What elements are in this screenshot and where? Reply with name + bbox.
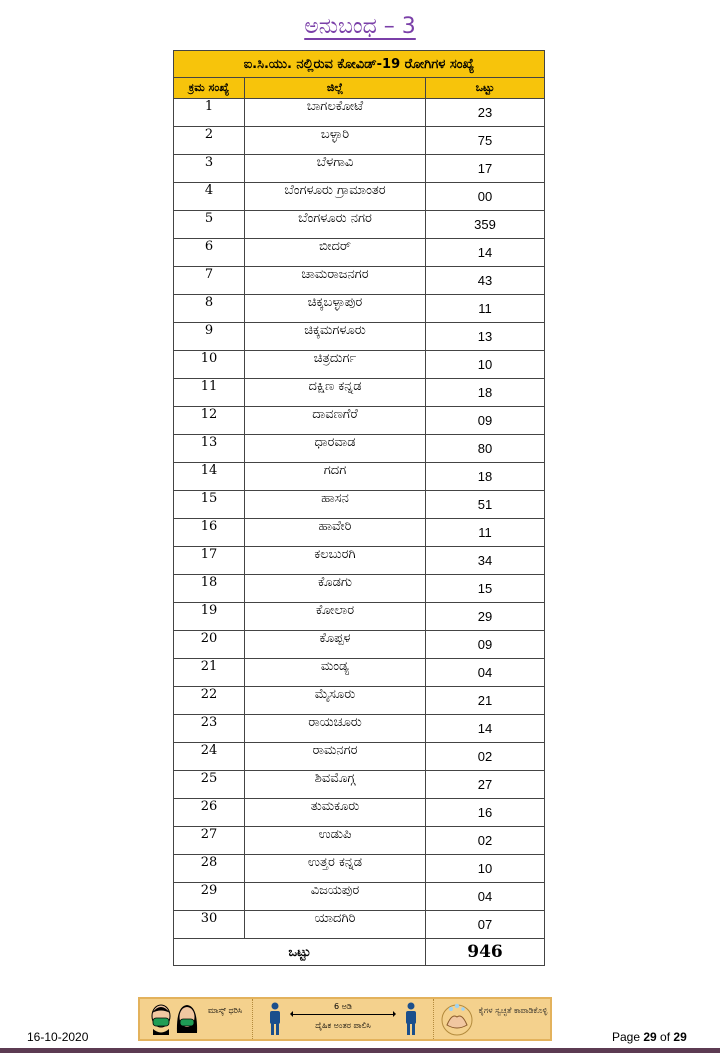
total-cell: 80 xyxy=(426,435,545,463)
table-row xyxy=(174,491,545,519)
total-cell: 07 xyxy=(426,911,545,939)
masked-man-icon xyxy=(150,1003,172,1035)
distance-value: 6 ಅಡಿ xyxy=(334,1002,352,1011)
table-row xyxy=(174,799,545,827)
district-cell: ಹಾಸನ xyxy=(245,491,426,519)
serial-cell: 10 xyxy=(174,351,245,379)
table-row xyxy=(174,183,545,211)
district-cell: ಯಾದಗಿರಿ xyxy=(245,911,426,939)
report-date: 16-10-2020 xyxy=(27,1030,89,1044)
serial-cell: 21 xyxy=(174,659,245,687)
serial-cell: 26 xyxy=(174,799,245,827)
district-cell: ಗದಗ xyxy=(245,463,426,491)
district-cell: ತುಮಕೂರು xyxy=(245,799,426,827)
serial-cell: 13 xyxy=(174,435,245,463)
masked-woman-icon xyxy=(176,1003,198,1035)
district-cell: ಬೆಂಗಳೂರು ಗ್ರಾಮಾಂತರ xyxy=(245,183,426,211)
total-cell: 359 xyxy=(426,211,545,239)
total-cell: 16 xyxy=(426,799,545,827)
table-row xyxy=(174,351,545,379)
serial-cell: 8 xyxy=(174,295,245,323)
table-body xyxy=(174,99,545,939)
district-cell: ಬೆಂಗಳೂರು ನಗರ xyxy=(245,211,426,239)
distance-arrow-icon xyxy=(291,1014,395,1015)
banner-mask-section xyxy=(140,999,252,1039)
district-cell: ಚಿಕ್ಕಮಗಳೂರು xyxy=(245,323,426,351)
serial-cell: 27 xyxy=(174,827,245,855)
total-cell: 00 xyxy=(426,183,545,211)
total-cell: 02 xyxy=(426,827,545,855)
district-cell: ರಾಯಚೂರು xyxy=(245,715,426,743)
covid-awareness-banner xyxy=(138,997,552,1041)
person-icon xyxy=(267,1002,283,1036)
total-cell: 10 xyxy=(426,351,545,379)
district-cell: ಬಾಗಲಕೋಟೆ xyxy=(245,99,426,127)
total-row xyxy=(174,939,545,966)
total-cell: 10 xyxy=(426,855,545,883)
handwash-label: ಕೈಗಳ ಸ್ವಚ್ಛತೆ ಕಾಪಾಡಿಕೊಳ್ಳಿ xyxy=(478,1006,548,1015)
table-row xyxy=(174,127,545,155)
annex-title: ಅನುಬಂಧ – 3 xyxy=(304,14,416,39)
total-cell: 14 xyxy=(426,239,545,267)
table-row xyxy=(174,771,545,799)
table-row xyxy=(174,883,545,911)
table-row xyxy=(174,99,545,127)
total-cell: 15 xyxy=(426,575,545,603)
table-row xyxy=(174,603,545,631)
serial-cell: 22 xyxy=(174,687,245,715)
total-cell: 29 xyxy=(426,603,545,631)
table-row xyxy=(174,407,545,435)
table-row xyxy=(174,827,545,855)
serial-cell: 30 xyxy=(174,911,245,939)
total-cell: 75 xyxy=(426,127,545,155)
total-cell: 18 xyxy=(426,379,545,407)
serial-cell: 3 xyxy=(174,155,245,183)
district-cell: ಕಲಬುರಗಿ xyxy=(245,547,426,575)
bottom-rule xyxy=(0,1048,720,1053)
table-row xyxy=(174,519,545,547)
serial-cell: 7 xyxy=(174,267,245,295)
table-row xyxy=(174,631,545,659)
table-row xyxy=(174,463,545,491)
district-cell: ಕೊಪ್ಪಳ xyxy=(245,631,426,659)
serial-cell: 12 xyxy=(174,407,245,435)
table-row xyxy=(174,715,545,743)
table-row xyxy=(174,267,545,295)
total-cell: 09 xyxy=(426,407,545,435)
table-row xyxy=(174,659,545,687)
district-cell: ಬಳ್ಳಾರಿ xyxy=(245,127,426,155)
serial-cell: 20 xyxy=(174,631,245,659)
table-title: ಐ.ಸಿ.ಯು. ನಲ್ಲಿರುವ ಕೋವಿಡ್-19 ರೋಗಿಗಳ ಸಂಖ್ಯೆ xyxy=(174,51,545,78)
district-cell: ಚಾಮರಾಜನಗರ xyxy=(245,267,426,295)
serial-cell: 1 xyxy=(174,99,245,127)
serial-cell: 17 xyxy=(174,547,245,575)
icu-patients-table xyxy=(173,50,545,966)
table-row xyxy=(174,575,545,603)
table-row xyxy=(174,547,545,575)
district-cell: ಮಂಡ್ಯ xyxy=(245,659,426,687)
total-cell: 04 xyxy=(426,883,545,911)
district-cell: ಚಿತ್ರದುರ್ಗ xyxy=(245,351,426,379)
district-cell: ದಾವಣಗೆರೆ xyxy=(245,407,426,435)
col-header-district: ಜಿಲ್ಲೆ xyxy=(245,78,426,99)
table-row xyxy=(174,687,545,715)
total-cell: 27 xyxy=(426,771,545,799)
table-row xyxy=(174,379,545,407)
district-cell: ಶಿವಮೊಗ್ಗ xyxy=(245,771,426,799)
total-cell: 18 xyxy=(426,463,545,491)
person-icon xyxy=(403,1002,419,1036)
district-cell: ದಕ್ಷಿಣ ಕನ್ನಡ xyxy=(245,379,426,407)
table-row xyxy=(174,323,545,351)
district-cell: ಉತ್ತರ ಕನ್ನಡ xyxy=(245,855,426,883)
col-header-serial: ಕ್ರಮ ಸಂಖ್ಯೆ xyxy=(174,78,245,99)
table-row xyxy=(174,211,545,239)
distance-label: ದೈಹಿಕ ಅಂತರ ಪಾಲಿಸಿ xyxy=(315,1021,371,1030)
serial-cell: 11 xyxy=(174,379,245,407)
total-cell: 17 xyxy=(426,155,545,183)
district-cell: ರಾಮನಗರ xyxy=(245,743,426,771)
table-row xyxy=(174,435,545,463)
mask-label: ಮಾಸ್ಕ್ ಧರಿಸಿ xyxy=(207,1006,243,1015)
table-row xyxy=(174,239,545,267)
table-row xyxy=(174,295,545,323)
district-cell: ಉಡುಪಿ xyxy=(245,827,426,855)
total-cell: 02 xyxy=(426,743,545,771)
total-cell: 34 xyxy=(426,547,545,575)
banner-handwash-section xyxy=(432,999,550,1039)
handwash-icon xyxy=(440,1001,474,1037)
total-cell: 51 xyxy=(426,491,545,519)
banner-distance-section xyxy=(252,999,434,1039)
district-cell: ಬೆಳಗಾವಿ xyxy=(245,155,426,183)
serial-cell: 14 xyxy=(174,463,245,491)
serial-cell: 6 xyxy=(174,239,245,267)
district-cell: ವಿಜಯಪುರ xyxy=(245,883,426,911)
total-cell: 21 xyxy=(426,687,545,715)
serial-cell: 23 xyxy=(174,715,245,743)
serial-cell: 15 xyxy=(174,491,245,519)
serial-cell: 19 xyxy=(174,603,245,631)
serial-cell: 25 xyxy=(174,771,245,799)
total-cell: 23 xyxy=(426,99,545,127)
table-row xyxy=(174,743,545,771)
district-cell: ಹಾವೇರಿ xyxy=(245,519,426,547)
col-header-total: ಒಟ್ಟು xyxy=(426,78,545,99)
table-row xyxy=(174,155,545,183)
serial-cell: 29 xyxy=(174,883,245,911)
serial-cell: 24 xyxy=(174,743,245,771)
serial-cell: 18 xyxy=(174,575,245,603)
district-cell: ಬೀದರ್ xyxy=(245,239,426,267)
total-cell: 13 xyxy=(426,323,545,351)
total-cell: 04 xyxy=(426,659,545,687)
table-row xyxy=(174,911,545,939)
total-value: 946 xyxy=(426,939,545,966)
serial-cell: 16 xyxy=(174,519,245,547)
district-cell: ಚಿಕ್ಕಬಳ್ಳಾಪುರ xyxy=(245,295,426,323)
total-cell: 09 xyxy=(426,631,545,659)
serial-cell: 28 xyxy=(174,855,245,883)
total-cell: 43 xyxy=(426,267,545,295)
district-cell: ಕೊಡಗು xyxy=(245,575,426,603)
serial-cell: 4 xyxy=(174,183,245,211)
total-cell: 11 xyxy=(426,295,545,323)
district-cell: ಕೋಲಾರ xyxy=(245,603,426,631)
total-cell: 14 xyxy=(426,715,545,743)
page-number: Page 29 of 29 xyxy=(612,1030,687,1044)
table-row xyxy=(174,855,545,883)
total-cell: 11 xyxy=(426,519,545,547)
district-cell: ಮೈಸೂರು xyxy=(245,687,426,715)
serial-cell: 9 xyxy=(174,323,245,351)
serial-cell: 2 xyxy=(174,127,245,155)
serial-cell: 5 xyxy=(174,211,245,239)
district-cell: ಧಾರವಾಡ xyxy=(245,435,426,463)
total-label: ಒಟ್ಟು xyxy=(174,939,426,966)
